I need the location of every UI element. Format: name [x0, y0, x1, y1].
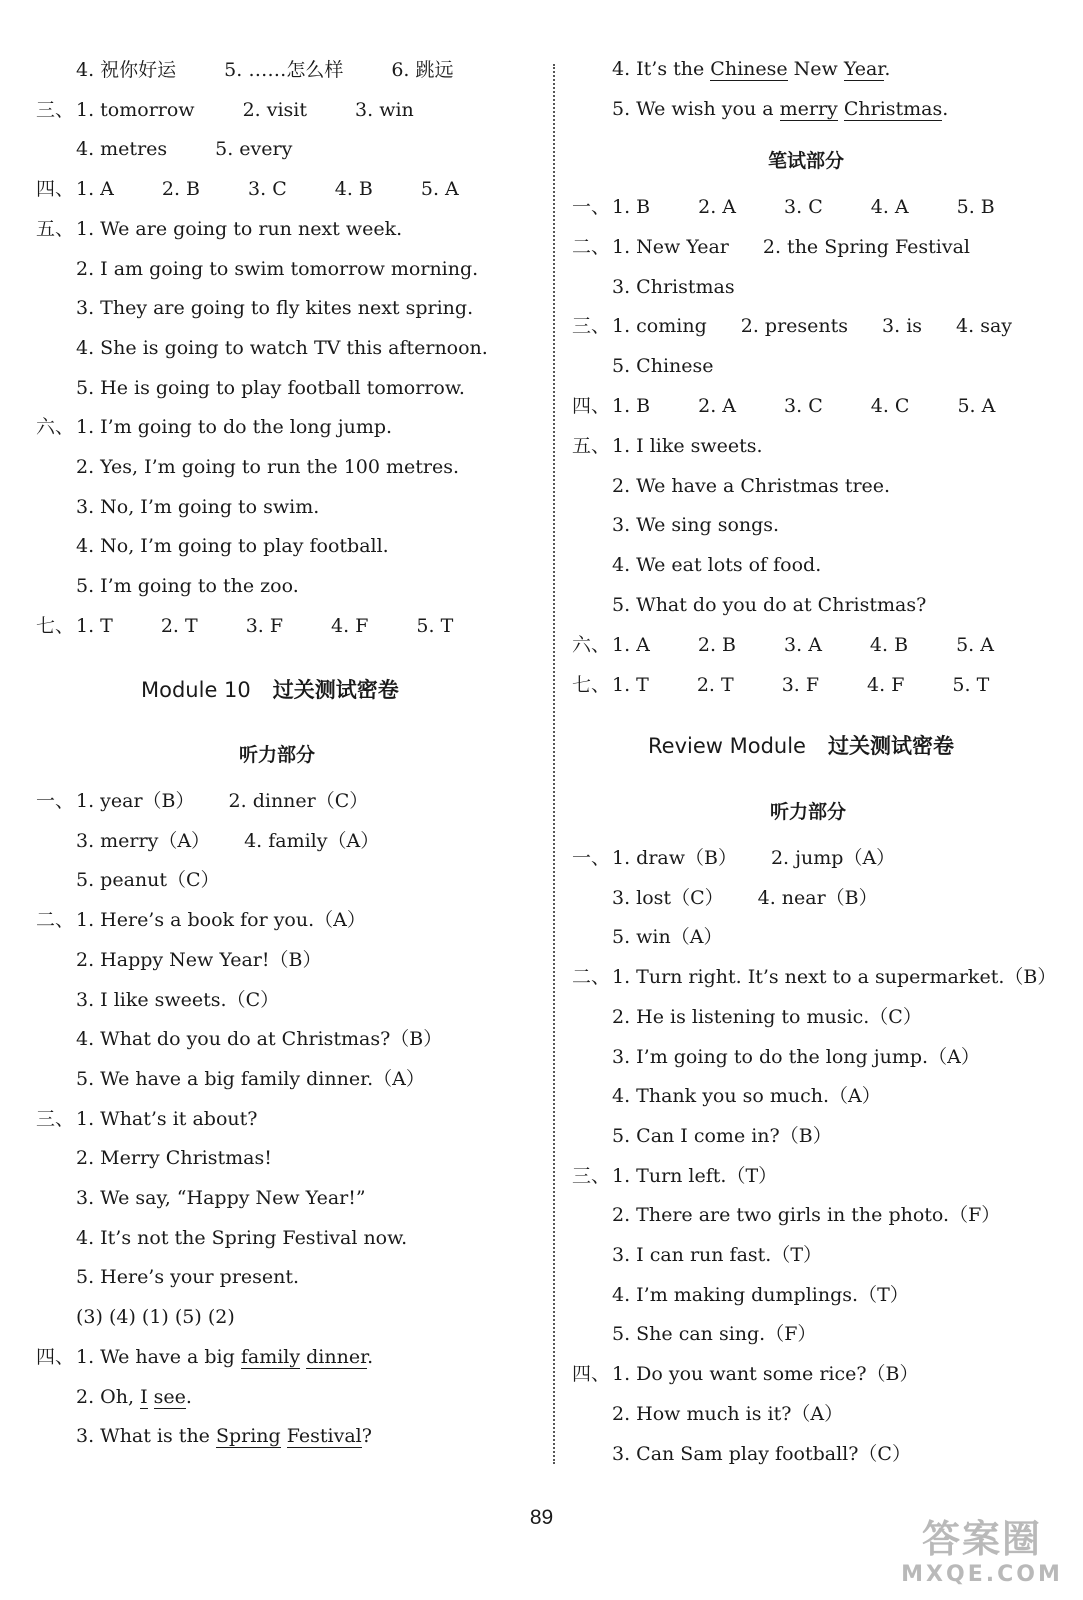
answer-item: 1. coming — [612, 315, 707, 338]
answer-item: 5. He is going to play football tomorrow. — [76, 376, 465, 399]
answer-item: 4. A — [870, 196, 909, 218]
answer-item: 5. A — [420, 178, 459, 201]
answer-item: 4. F — [867, 673, 905, 696]
section-number: 四、 — [36, 1346, 75, 1368]
fill-answer-row — [36, 1383, 192, 1411]
answer-item: 4. metres — [76, 138, 168, 161]
section-number: 六、 — [36, 416, 75, 439]
watermark-line2: MXQE.COM — [901, 1562, 1063, 1587]
answer-row — [36, 413, 392, 441]
sentence-text — [838, 98, 844, 120]
answer-row — [572, 233, 970, 261]
underlined-answer: family — [240, 1346, 301, 1368]
review-title-en: Review Module — [648, 734, 806, 758]
answer-item: 5. ……怎么样 — [224, 59, 344, 81]
answer-row — [572, 551, 821, 579]
module-title-cn: 过关测试密卷 — [272, 678, 399, 702]
answer-row — [36, 572, 299, 600]
answer-row — [572, 432, 763, 460]
answer-item: 2. A — [698, 395, 737, 417]
fill-answer-row — [572, 55, 890, 83]
answer-row — [36, 866, 220, 894]
answer-item: 3. merry（A） — [76, 829, 211, 852]
review-listening-title: 听力部分 — [770, 801, 847, 823]
answer-item: (3) (4) (1) (5) (2) — [76, 1306, 235, 1329]
answer-row — [36, 1065, 425, 1093]
section-number: 七、 — [36, 614, 75, 637]
answer-item: 3. They are going to fly kites next spring. — [76, 297, 474, 320]
section-number: 二、 — [572, 966, 611, 989]
watermark-logo — [887, 1516, 1077, 1596]
answer-row — [572, 352, 714, 380]
watermark-line1: 答案圈 — [921, 1517, 1042, 1561]
answer-row — [36, 135, 292, 163]
answer-row — [572, 1241, 822, 1269]
underlined-answer: Spring — [215, 1425, 281, 1448]
section-number: 四、 — [572, 1363, 611, 1386]
sentence-text: 5. We wish you a — [612, 98, 780, 120]
answer-item: 1. year（B） — [76, 790, 195, 812]
answer-item: 1. Turn left.（T） — [612, 1164, 778, 1187]
answer-row — [572, 1122, 832, 1150]
answer-item: 2. There are two girls in the photo.（F） — [612, 1204, 1001, 1227]
section-number: 三、 — [572, 315, 611, 338]
sentence-text: New — [787, 58, 844, 80]
answer-row — [36, 787, 368, 815]
sentence-text: . — [185, 1385, 192, 1408]
section-number: 一、 — [572, 196, 611, 218]
answer-item: 1. B — [612, 395, 651, 417]
answer-row — [36, 334, 488, 362]
answer-item: 4. F — [331, 614, 369, 637]
sentence-text: 4. It’s the — [612, 58, 711, 80]
answer-item: 4. say — [956, 315, 1013, 338]
answer-item: 4. No, I’m going to play football. — [76, 535, 389, 558]
answer-item: 5. T — [416, 614, 454, 637]
answer-row — [572, 1082, 881, 1110]
sentence-text: . — [367, 1346, 374, 1368]
answer-item: 1. T — [612, 673, 649, 696]
answer-row — [572, 1320, 816, 1348]
answer-item: 4. C — [870, 395, 910, 417]
answer-item: 5. T — [952, 673, 990, 696]
answer-row — [36, 986, 279, 1014]
sentence-text: ? — [361, 1425, 372, 1448]
answer-row — [36, 1105, 257, 1133]
answer-row — [36, 946, 321, 974]
answer-item: 3. C — [784, 395, 823, 417]
answer-item: 1. tomorrow — [76, 98, 195, 121]
answer-item: 2. We have a Christmas tree. — [612, 474, 891, 497]
answer-row — [572, 844, 895, 872]
answer-item: 1. Do you want some rice?（B） — [612, 1363, 919, 1386]
answer-row — [36, 532, 389, 560]
answer-row — [572, 631, 994, 659]
answer-row — [36, 215, 402, 243]
answer-item: 4. B — [334, 178, 373, 201]
answer-row — [36, 374, 465, 402]
answer-item: 5. A — [956, 633, 994, 656]
answer-item: 1. I like sweets. — [612, 434, 763, 457]
section-number: 五、 — [36, 217, 75, 240]
answer-item: 5. Can I come in?（B） — [612, 1124, 832, 1147]
answer-item: 5. Here’s your present. — [76, 1266, 300, 1289]
answer-item: 2. T — [160, 614, 198, 637]
answer-item: 2. Happy New Year!（B） — [76, 948, 322, 971]
section-number: 三、 — [36, 1107, 75, 1130]
answer-row — [572, 1360, 919, 1388]
sentence-text: 3. What is the — [76, 1425, 216, 1448]
section-number: 三、 — [36, 98, 75, 121]
answer-item: 4. We eat lots of food. — [612, 554, 822, 577]
answer-row — [572, 884, 878, 912]
answer-row — [572, 312, 1012, 340]
answer-row — [36, 827, 379, 855]
listening-section-title: 听力部分 — [239, 744, 316, 766]
answer-row — [572, 273, 735, 301]
answer-item: 4. Thank you so much.（A） — [612, 1085, 881, 1108]
answer-item: 4. It’s not the Spring Festival now. — [76, 1226, 408, 1249]
answer-row — [572, 671, 989, 699]
answer-row — [36, 56, 454, 84]
answer-item: 3. C — [248, 178, 287, 201]
section-number: 五、 — [572, 434, 611, 457]
answer-item: 4. She is going to watch TV this afternoon. — [76, 336, 488, 359]
answer-item: 3. win — [355, 98, 414, 121]
answer-row — [36, 493, 319, 521]
page-number: 89 — [529, 1506, 554, 1529]
answer-item: 2. Merry Christmas! — [76, 1147, 272, 1170]
answer-item: 5. A — [957, 395, 996, 417]
answer-item: 3. No, I’m going to swim. — [76, 495, 320, 518]
sentence-text: . — [942, 98, 949, 120]
answer-item: 2. He is listening to music.（C） — [612, 1005, 922, 1028]
review-title-cn: 过关测试密卷 — [827, 734, 954, 758]
answer-row — [572, 1201, 1000, 1229]
answer-item: 4. I’m making dumplings.（T） — [612, 1283, 909, 1306]
fill-answer-row — [36, 1343, 373, 1371]
answer-item: 3. Christmas — [612, 275, 735, 298]
underlined-answer: see — [153, 1385, 186, 1408]
answer-item: 2. I am going to swim tomorrow morning. — [76, 257, 479, 280]
answer-item: 2. the Spring Festival — [762, 235, 970, 258]
answer-row — [36, 1263, 299, 1291]
answer-item: 1. Turn right. It’s next to a supermarket.（B） — [612, 966, 1057, 989]
section-number: 二、 — [572, 235, 611, 258]
answer-row — [36, 1025, 442, 1053]
section-number: 六、 — [572, 633, 611, 656]
answer-item: 6. 跳远 — [391, 59, 454, 81]
answer-item: 1. draw（B） — [612, 847, 737, 869]
answer-item: 2. B — [697, 633, 737, 656]
sentence-text — [281, 1425, 287, 1447]
answer-item: 3. A — [784, 633, 822, 656]
sentence-text: 1. We have a big — [76, 1346, 241, 1368]
underlined-answer: Chinese — [710, 58, 788, 80]
answer-row — [36, 96, 414, 124]
answer-row — [572, 511, 779, 539]
answer-item: 5. peanut（C） — [76, 869, 220, 892]
underlined-answer: merry — [779, 98, 838, 120]
answer-row — [36, 1224, 407, 1252]
answer-row — [36, 255, 478, 283]
answer-row — [572, 591, 926, 619]
fill-answer-row — [36, 1422, 372, 1450]
answer-item: 5. I’m going to the zoo. — [76, 575, 299, 598]
section-number: 七、 — [572, 673, 611, 696]
answer-item: 1. We are going to run next week. — [76, 217, 403, 240]
answer-item: 2. presents — [740, 315, 849, 338]
answer-item: 3. F — [245, 614, 284, 637]
section-number: 一、 — [572, 847, 611, 869]
underlined-answer: I — [140, 1385, 148, 1408]
answer-row — [572, 963, 1056, 991]
answer-row — [36, 1303, 235, 1331]
answer-item: 1. New Year — [612, 235, 729, 258]
column-divider — [553, 64, 555, 1464]
answer-item: 3. F — [781, 673, 820, 696]
answer-item: 1. A — [76, 178, 114, 201]
answer-item: 4. B — [869, 633, 909, 656]
answer-item: 3. lost（C） — [612, 886, 724, 909]
section-number: 四、 — [36, 178, 75, 201]
answer-item: 1. I’m going to do the long jump. — [76, 416, 393, 439]
answer-item: 3. is — [882, 315, 923, 338]
answer-item: 4. 祝你好运 — [76, 59, 177, 81]
answer-item: 2. jump（A） — [770, 847, 896, 869]
section-number: 一、 — [36, 790, 75, 812]
sentence-text: . — [884, 58, 891, 80]
written-section-title: 笔试部分 — [768, 150, 845, 172]
answer-row — [36, 906, 366, 934]
answer-item: 5. What do you do at Christmas? — [612, 594, 927, 616]
answer-item: 4. What do you do at Christmas?（B） — [76, 1028, 443, 1051]
answer-item: 2. visit — [242, 98, 308, 121]
underlined-answer: dinner — [306, 1346, 368, 1368]
answer-item: 2. How much is it?（A） — [612, 1402, 844, 1425]
answer-row — [572, 1440, 911, 1468]
sentence-text — [148, 1386, 154, 1408]
underlined-answer: Christmas — [843, 98, 943, 120]
review-module-title — [648, 730, 954, 760]
underlined-answer: Year — [843, 58, 885, 80]
answer-row — [572, 472, 890, 500]
answer-row — [572, 1003, 922, 1031]
answer-row — [36, 175, 459, 203]
answer-row — [572, 923, 722, 951]
answer-item: 3. I can run fast.（T） — [612, 1244, 823, 1266]
answer-item: 2. T — [696, 673, 734, 696]
answer-item: 1. A — [612, 633, 650, 656]
answer-item: 1. B — [612, 196, 651, 218]
answer-item: 5. every — [215, 138, 293, 161]
answer-item: 3. I like sweets.（C） — [76, 988, 280, 1011]
answer-row — [572, 1281, 909, 1309]
answer-item: 5. win（A） — [612, 926, 723, 949]
answer-row — [572, 193, 995, 221]
answer-item: 3. Can Sam play football?（C） — [612, 1442, 911, 1465]
section-number: 二、 — [36, 909, 75, 932]
answer-item: 2. Yes, I’m going to run the 100 metres. — [76, 456, 460, 478]
answer-item: 3. I’m going to do the long jump.（A） — [612, 1045, 980, 1068]
fill-answer-row — [572, 95, 948, 123]
section-number: 三、 — [572, 1164, 611, 1187]
answer-row — [572, 1400, 843, 1428]
answer-item: 2. B — [161, 178, 201, 201]
module-10-title — [141, 674, 399, 704]
answer-row — [36, 1144, 272, 1172]
answer-item: 5. She can sing.（F） — [612, 1323, 817, 1346]
answer-item: 3. We say, “Happy New Year!” — [76, 1187, 366, 1209]
answer-item: 2. dinner（C） — [228, 790, 369, 812]
answer-row — [36, 612, 453, 640]
section-number: 四、 — [572, 395, 611, 417]
answer-row — [36, 1184, 366, 1212]
answer-item: 5. B — [956, 196, 995, 218]
answer-item: 3. C — [784, 196, 823, 218]
answer-item: 2. A — [698, 196, 737, 218]
answer-row — [572, 392, 995, 420]
answer-item: 5. We have a big family dinner.（A） — [76, 1067, 425, 1090]
answer-item: 3. We sing songs. — [612, 514, 780, 537]
underlined-answer: Festival — [286, 1425, 362, 1448]
answer-row — [36, 453, 459, 481]
answer-item: 1. What’s it about? — [76, 1107, 258, 1130]
answer-item: 4. family（A） — [244, 829, 380, 852]
answer-row — [572, 1162, 777, 1190]
answer-row — [36, 294, 473, 322]
answer-item: 4. near（B） — [757, 886, 878, 909]
sentence-text: 2. Oh, — [76, 1385, 141, 1408]
module-title-en: Module 10 — [141, 678, 251, 702]
answer-item: 1. T — [76, 614, 113, 637]
answer-item: 1. Here’s a book for you.（A） — [76, 909, 366, 932]
answer-item: 5. Chinese — [612, 355, 714, 378]
answer-row — [572, 1043, 980, 1071]
